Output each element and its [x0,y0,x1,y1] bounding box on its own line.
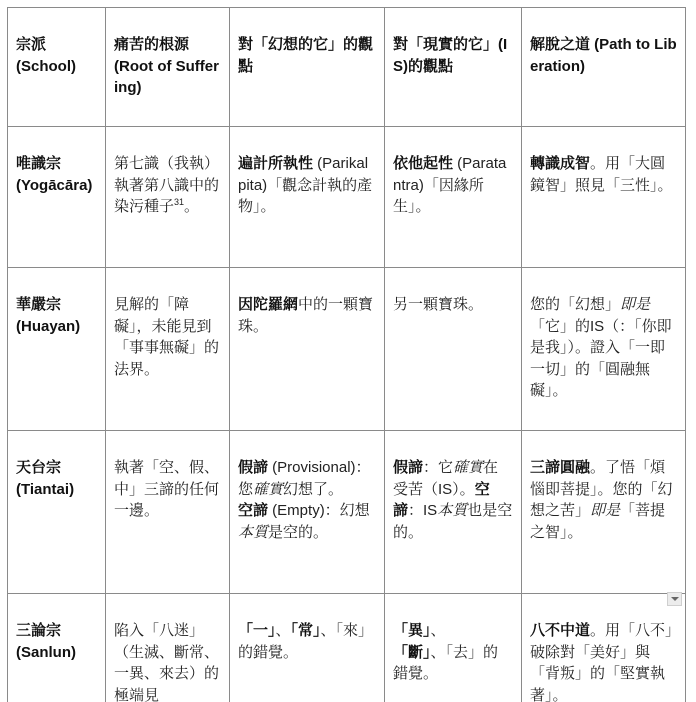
reality-text: 、 [430,622,446,639]
table-row [8,268,686,431]
header-reality-view [385,8,522,127]
root-text: 見解的「障礙」，未能見到「事事無礙」的法界。 [114,296,220,378]
root-cell [106,127,230,268]
illusory-text: 、 [275,622,291,639]
reality-text: ：IS [408,502,438,519]
school-cell [8,127,106,268]
illusory-cell [230,594,385,702]
illusory-text: 幻想了。 [283,480,344,498]
root-text-end: 。 [184,198,200,215]
emphasis-italic: 確實 [253,480,284,498]
school-cell [8,268,106,431]
illusory-cell [230,268,385,431]
header-root [106,8,230,127]
buddhist-schools-table [7,7,686,702]
header-root-en: (Root of Suffering) [114,57,219,96]
school-name-zh: 三論宗 [16,622,62,639]
term-bold: 「斷」 [393,643,431,661]
header-liberation [522,8,686,127]
header-school [8,8,106,127]
school-name-en: (Sanlun) [16,643,76,661]
term-bold: 八不中道 [530,622,591,639]
header-reality-text: 對「現實的它」(IS)的觀點 [393,36,508,75]
header-school-zh: 宗派 [16,36,47,53]
emphasis-italic: 即是 [620,296,651,313]
root-cell [106,594,230,702]
liberation-text: 「菩提之智」。 [530,502,666,541]
table-row [8,594,686,702]
header-root-zh: 痛苦的根源 [114,36,190,53]
comparison-table-container [7,7,686,702]
header-row [8,8,686,127]
term-bold: 「異」 [393,622,431,639]
header-illusory-view [230,8,385,127]
header-liberation-text: 解脫之道 (Path to Liberation) [530,36,677,75]
header-school-en: (School) [16,57,76,75]
liberation-text: 您的「幻想」 [530,296,621,313]
school-name-en: (Tiantai) [16,480,75,498]
school-cell [8,594,106,702]
reality-text: 也是空的。 [393,502,513,541]
header-illusory-text: 對「幻想的它」的觀點 [238,36,374,75]
reality-text: 另一顆寶珠。 [393,296,484,313]
footnote-ref[interactable]: 31 [174,197,185,207]
reality-text: (Paratantra)「因緣所生」。 [393,155,507,215]
root-cell [106,431,230,594]
term-bold: 「常」 [290,622,321,639]
liberation-text: 「它」的IS（：「你即是我」）。證入「一即一切」的「圓融無礙」。 [530,317,672,399]
root-text: 第七識（我執）執著第八識中的染污種子 [114,155,220,215]
illusory-text: (Provisional)：您 [238,459,371,498]
school-name-zh: 天台宗 [16,459,62,476]
reality-cell [385,127,522,268]
school-name-zh: 唯識宗 [16,155,62,172]
liberation-text: 。用「八不」破除對「美好」與「背叛」的「堅實執著」。 [530,622,673,702]
emphasis-italic: 本質 [437,502,468,519]
reality-text: 、「去」的錯覺。 [393,643,499,682]
term-bold: 三諦圓融 [530,459,591,476]
school-name-en: (Yogācāra) [16,176,93,194]
reality-cell [385,594,522,702]
illusory-cell [230,431,385,594]
liberation-cell [522,268,686,431]
reality-cell [385,431,522,594]
table-row [8,431,686,594]
root-text: 陷入「八迷」（生滅、斷常、一異、來去）的極端見 [114,622,220,702]
term-bold: 轉識成智 [530,155,591,172]
illusory-text: 是空的。 [268,523,329,541]
term-bold: 因陀羅網 [238,296,299,313]
reality-text: 在受苦（IS）。 [393,459,499,498]
term-bold: 假諦 [393,459,424,476]
illusory-text: (Empty)：幻想 [268,502,370,519]
liberation-cell [522,127,686,268]
school-name-en: (Huayan) [16,317,81,335]
reality-cell [385,268,522,431]
liberation-cell [522,431,686,594]
root-text: 執著「空、假、中」三諦的任何一邊。 [114,459,220,519]
school-name-zh: 華嚴宗 [16,296,62,313]
term-bold: 「一」 [238,622,276,639]
emphasis-italic: 即是 [590,502,621,519]
illusory-text: (Parikalpita)「觀念計執的產物」。 [238,155,373,215]
emphasis-italic: 確實 [453,459,484,476]
term-bold: 依他起性 [393,155,454,172]
liberation-cell [522,594,686,702]
term-bold: 空諦 [238,502,269,519]
term-bold: 空諦 [393,480,490,519]
liberation-text: 。了悟「煩惱即菩提」。您的「幻想之苦」 [530,459,673,519]
root-cell [106,268,230,431]
term-bold: 假諦 [238,459,269,476]
emphasis-italic: 本質 [238,523,269,541]
cell-menu-button[interactable] [667,592,682,606]
term-bold: 遍計所執性 [238,155,314,172]
school-cell [8,431,106,594]
illusory-text: 中的一顆寶珠。 [238,296,374,335]
illusory-cell [230,127,385,268]
illusory-text: 、「來」的錯覺。 [238,622,374,661]
chevron-down-icon [671,597,679,601]
table-row [8,127,686,268]
reality-text: ：它 [423,459,454,476]
liberation-text: 。用「大圓鏡智」照見「三性」。 [530,155,673,194]
